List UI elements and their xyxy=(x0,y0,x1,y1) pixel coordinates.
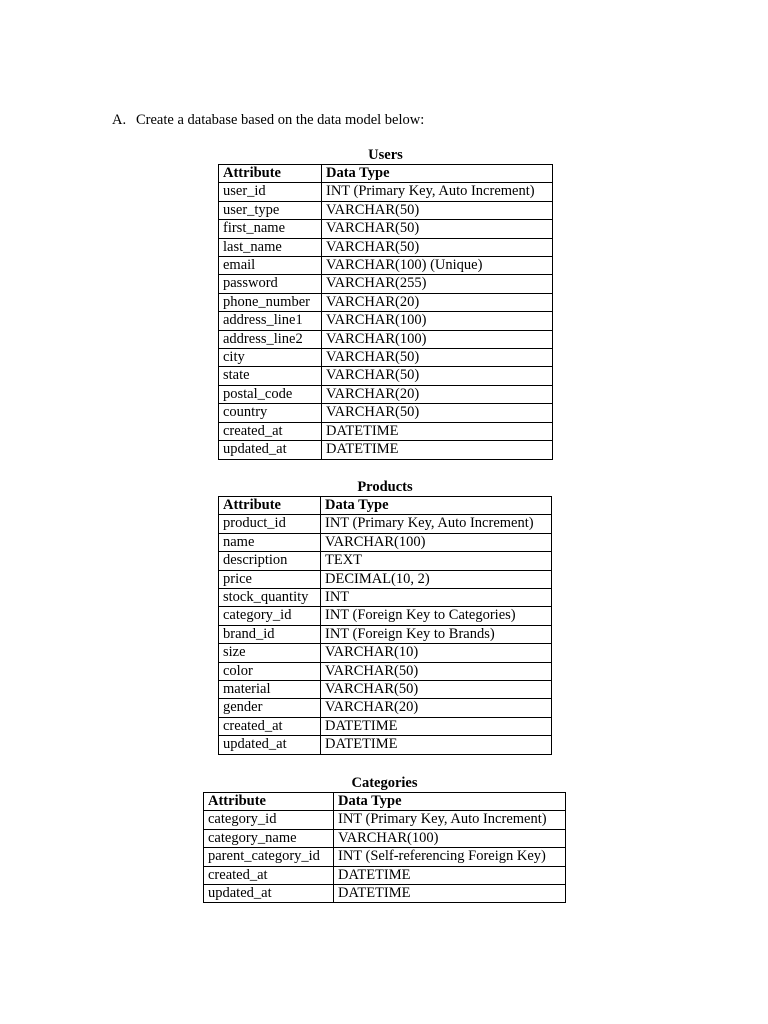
table-header-row xyxy=(219,165,553,183)
attribute-cell: postal_code xyxy=(219,385,322,403)
attribute-cell: updated_at xyxy=(204,885,334,903)
table-row xyxy=(219,662,552,680)
data-type-cell: DATETIME xyxy=(334,866,566,884)
table-row xyxy=(219,330,553,348)
table-header-row xyxy=(204,793,566,811)
table-row xyxy=(219,717,552,735)
data-type-cell: INT (Primary Key, Auto Increment) xyxy=(322,183,553,201)
data-type-cell: VARCHAR(10) xyxy=(321,644,552,662)
table-row xyxy=(219,570,552,588)
table-row xyxy=(219,589,552,607)
data-type-cell: VARCHAR(100) xyxy=(321,533,552,551)
attribute-cell: size xyxy=(219,644,321,662)
data-type-cell: VARCHAR(50) xyxy=(322,349,553,367)
data-type-cell: INT (Foreign Key to Categories) xyxy=(321,607,552,625)
table-row xyxy=(204,829,566,847)
table-row xyxy=(219,275,553,293)
attribute-header: Attribute xyxy=(219,497,321,515)
list-marker: A. xyxy=(112,112,127,128)
attribute-cell: gender xyxy=(219,699,321,717)
attribute-cell: last_name xyxy=(219,238,322,256)
attribute-cell: category_id xyxy=(204,811,334,829)
categories-table xyxy=(203,792,566,903)
users-table-block xyxy=(218,146,553,460)
users-table-title: Users xyxy=(368,147,403,163)
table-row xyxy=(219,533,552,551)
data-type-header: Data Type xyxy=(322,165,553,183)
table-row xyxy=(219,385,553,403)
attribute-cell: email xyxy=(219,257,322,275)
table-row xyxy=(219,625,552,643)
attribute-cell: description xyxy=(219,552,321,570)
table-row xyxy=(219,293,553,311)
data-type-header: Data Type xyxy=(334,793,566,811)
data-type-cell: VARCHAR(20) xyxy=(322,385,553,403)
attribute-cell: product_id xyxy=(219,515,321,533)
attribute-cell: created_at xyxy=(219,717,321,735)
table-row xyxy=(204,885,566,903)
products-table-block xyxy=(218,478,552,755)
table-row xyxy=(204,811,566,829)
table-row xyxy=(219,201,553,219)
data-type-cell: DATETIME xyxy=(321,736,552,754)
categories-table-block xyxy=(203,774,566,903)
data-type-cell: VARCHAR(100) xyxy=(322,330,553,348)
table-row xyxy=(219,552,552,570)
table-row xyxy=(219,681,552,699)
table-row xyxy=(219,367,553,385)
table-row xyxy=(204,866,566,884)
data-type-cell: INT xyxy=(321,589,552,607)
attribute-cell: parent_category_id xyxy=(204,848,334,866)
data-type-cell: DECIMAL(10, 2) xyxy=(321,570,552,588)
attribute-header: Attribute xyxy=(219,165,322,183)
data-type-header: Data Type xyxy=(321,497,552,515)
data-type-cell: VARCHAR(100) xyxy=(322,312,553,330)
table-row xyxy=(219,736,552,754)
data-type-cell: VARCHAR(50) xyxy=(322,220,553,238)
table-row xyxy=(219,349,553,367)
table-row xyxy=(219,220,553,238)
table-row xyxy=(219,422,553,440)
data-type-cell: VARCHAR(20) xyxy=(322,293,553,311)
table-row xyxy=(219,441,553,459)
data-type-cell: INT (Foreign Key to Brands) xyxy=(321,625,552,643)
data-type-cell: VARCHAR(255) xyxy=(322,275,553,293)
attribute-cell: category_name xyxy=(204,829,334,847)
data-type-cell: DATETIME xyxy=(322,441,553,459)
table-row xyxy=(219,257,553,275)
data-type-cell: DATETIME xyxy=(334,885,566,903)
instruction-sentence: Create a database based on the data model below: xyxy=(136,112,425,128)
data-type-cell: VARCHAR(50) xyxy=(322,238,553,256)
table-row xyxy=(219,183,553,201)
attribute-cell: first_name xyxy=(219,220,322,238)
products-table-title: Products xyxy=(357,479,413,495)
data-type-cell: VARCHAR(50) xyxy=(321,681,552,699)
data-type-cell: VARCHAR(50) xyxy=(322,404,553,422)
data-type-cell: VARCHAR(100) (Unique) xyxy=(322,257,553,275)
attribute-cell: phone_number xyxy=(219,293,322,311)
attribute-cell: user_id xyxy=(219,183,322,201)
attribute-cell: updated_at xyxy=(219,441,322,459)
data-type-cell: DATETIME xyxy=(321,717,552,735)
attribute-cell: material xyxy=(219,681,321,699)
data-type-cell: VARCHAR(50) xyxy=(322,201,553,219)
instruction-text xyxy=(112,111,424,129)
attribute-cell: price xyxy=(219,570,321,588)
attribute-header: Attribute xyxy=(204,793,334,811)
attribute-cell: color xyxy=(219,662,321,680)
table-row xyxy=(219,238,553,256)
data-type-cell: VARCHAR(50) xyxy=(322,367,553,385)
table-row xyxy=(219,515,552,533)
data-type-cell: VARCHAR(50) xyxy=(321,662,552,680)
users-table xyxy=(218,164,553,460)
products-table-body xyxy=(219,515,552,754)
data-type-cell: INT (Primary Key, Auto Increment) xyxy=(321,515,552,533)
table-row xyxy=(219,644,552,662)
attribute-cell: updated_at xyxy=(219,736,321,754)
data-type-cell: TEXT xyxy=(321,552,552,570)
categories-table-body xyxy=(204,811,566,903)
attribute-cell: state xyxy=(219,367,322,385)
data-type-cell: VARCHAR(100) xyxy=(334,829,566,847)
categories-table-title: Categories xyxy=(351,775,418,791)
attribute-cell: password xyxy=(219,275,322,293)
attribute-cell: brand_id xyxy=(219,625,321,643)
attribute-cell: category_id xyxy=(219,607,321,625)
attribute-cell: address_line2 xyxy=(219,330,322,348)
table-row xyxy=(219,404,553,422)
data-type-cell: INT (Primary Key, Auto Increment) xyxy=(334,811,566,829)
attribute-cell: country xyxy=(219,404,322,422)
attribute-cell: stock_quantity xyxy=(219,589,321,607)
attribute-cell: created_at xyxy=(204,866,334,884)
table-row xyxy=(219,312,553,330)
users-table-body xyxy=(219,183,553,459)
data-type-cell: INT (Self-referencing Foreign Key) xyxy=(334,848,566,866)
attribute-cell: user_type xyxy=(219,201,322,219)
data-type-cell: DATETIME xyxy=(322,422,553,440)
table-header-row xyxy=(219,497,552,515)
table-row xyxy=(204,848,566,866)
table-row xyxy=(219,607,552,625)
table-row xyxy=(219,699,552,717)
products-table xyxy=(218,496,552,755)
attribute-cell: name xyxy=(219,533,321,551)
attribute-cell: address_line1 xyxy=(219,312,322,330)
attribute-cell: city xyxy=(219,349,322,367)
data-type-cell: VARCHAR(20) xyxy=(321,699,552,717)
attribute-cell: created_at xyxy=(219,422,322,440)
